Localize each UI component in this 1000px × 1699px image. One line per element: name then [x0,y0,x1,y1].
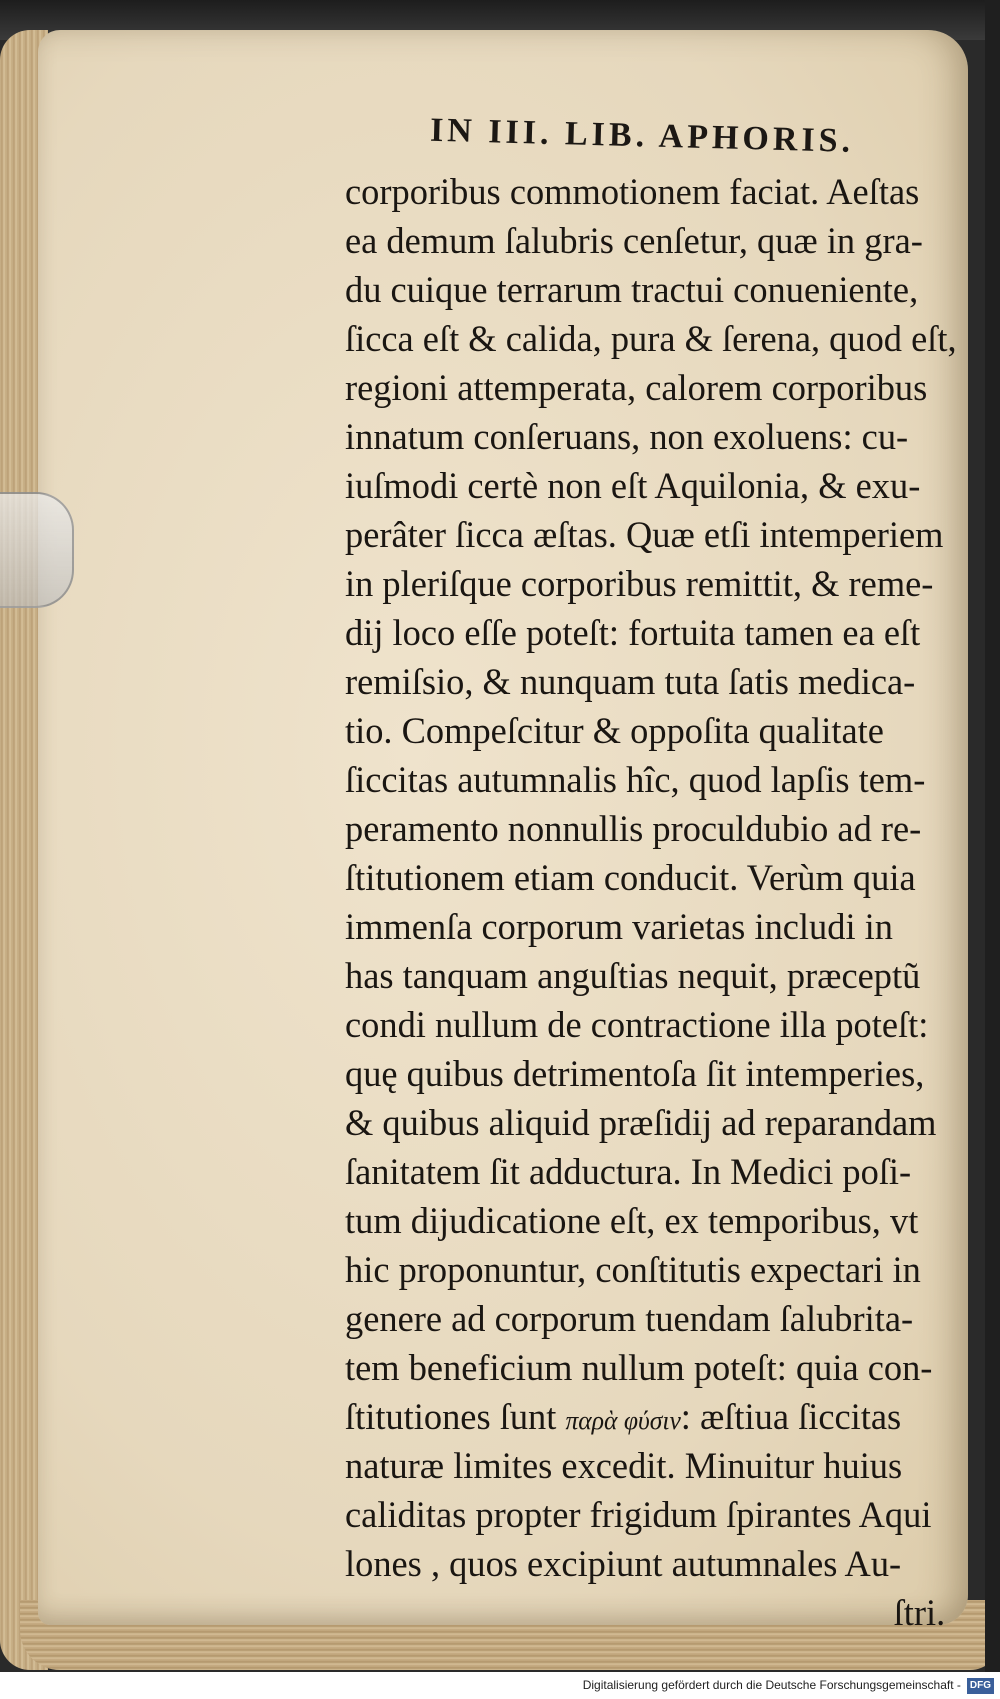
text-line: ſiccitas autumnalis hîc, quod lapſis tem- [345,760,926,801]
text-line: caliditas propter frigidum ſpirantes Aqui [345,1495,932,1536]
scan-background-right [985,0,1000,1699]
text-line: tem beneficium nullum poteſt: quia con- [345,1348,933,1389]
text-line: du cuique terrarum tractui conueniente, [345,270,919,311]
text-line: condi nullum de contractione illa poteſt: [345,1005,929,1046]
text-line: ſtitutionem etiam conducit. Verùm quia [345,858,916,899]
text-line: ſicca eſt & calida, pura & ſerena, quod eſt, [345,319,957,360]
text-line: ſanitatem ſit adductura. In Medici poſi- [345,1152,912,1193]
line-lead: ſtitutiones ſunt [345,1397,557,1438]
text-line: corporibus commotionem faciat. Aeſtas [345,172,920,213]
text-line: peramento nonnullis proculdubio ad re- [345,809,922,850]
text-line: in pleriſque corporibus remittit, & reme- [345,564,934,605]
greek-phrase: παρὰ φύσιν [565,1406,681,1435]
body-text [345,168,975,1638]
page-clip [0,492,74,608]
text-line: tio. Compeſcitur & oppoſita qualitate [345,711,884,752]
text-line: has tanquam anguſtias nequit, præceptũ [345,956,921,997]
line-tail: : æſtiua ſiccitas [680,1397,902,1438]
running-head: IN III. LIB. APHORIS. [429,111,855,160]
text-line: naturæ limites excedit. Minuitur huius [345,1446,903,1487]
text-line: quę quibus detrimentoſa ſit intemperies, [345,1054,925,1095]
text-line: lones , quos excipiunt autumnales Au- [345,1544,902,1585]
text-line: genere ad corporum tuendam ſalubrita- [345,1299,914,1340]
text-line: remiſsio, & nunquam tuta ſatis medica- [345,662,916,703]
text-line: tum dijudicatione eſt, ex temporibus, vt [345,1201,919,1242]
text-line: ea demum ſalubris cenſetur, quæ in gra- [345,221,923,262]
text-line: hic proponuntur, conſtitutis expectari in [345,1250,921,1291]
text-line: innatum conſeruans, non exoluens: cu- [345,417,909,458]
text-line: dij loco eſſe poteſt: fortuita tamen ea eſt [345,613,921,654]
text-line: ſtri. [893,1593,946,1634]
text-line: immenſa corporum varietas includi in [345,907,893,948]
text-line: perâter ſicca æſtas. Quæ etſi intemperiem [345,515,944,556]
digitization-footer [0,1672,1000,1699]
text-line: regioni attemperata, calorem corporibus [345,368,928,409]
text-line-with-greek [345,1393,965,1442]
dfg-logo: DFG [967,1678,994,1694]
text-line: iuſmodi certè non eſt Aquilonia, & exu- [345,466,921,507]
footer-text: Digitalisierung gefördert durch die Deutsche Forschungsgemeinschaft - [582,1678,961,1692]
text-line: & quibus aliquid præſidij ad reparandam [345,1103,937,1144]
